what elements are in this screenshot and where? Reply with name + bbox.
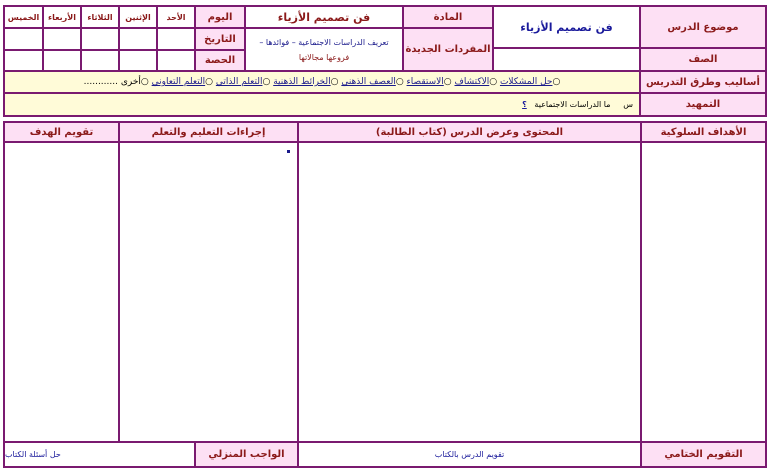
content-column <box>298 142 641 442</box>
objectives-column <box>641 142 766 442</box>
day-grid-cell <box>81 28 119 50</box>
method-discovery: الاكتشاف <box>454 77 490 87</box>
day-tuesday: الثلاثاء <box>81 6 119 28</box>
method-other: أخرى ............ <box>83 77 141 87</box>
intro-label: التمهيد <box>640 93 766 116</box>
col-header-evaluation: تقويم الهدف <box>4 122 119 142</box>
subject-value: فن تصميم الأزياء <box>245 6 403 28</box>
vocab-line-2: فروعها مجالاتها <box>298 52 350 62</box>
day-sunday: الأحد <box>157 6 195 28</box>
methods-items: ○حل المشكلات ○الاكتشاف ○الاستقصاء ○العصف الذهني ○الخرائط الذهنية ○التعلم الذاتي ○التعلم التعاوني ○أخرى ............ <box>83 77 561 87</box>
period-label: الحصة <box>195 50 245 71</box>
day-grid-cell <box>119 28 157 50</box>
method-self-learning: التعلم الذاتي <box>215 77 263 87</box>
day-grid-cell <box>157 28 195 50</box>
day-grid-cell <box>4 50 43 71</box>
lesson-topic-value: فن تصميم الأزياء <box>493 6 640 48</box>
subject-label: المادة <box>403 6 493 28</box>
final-eval-value: تقويم الدرس بالكتاب <box>298 442 641 467</box>
col-header-procedures: إجراءات التعليم والتعلم <box>119 122 298 142</box>
lesson-topic-label: موضوع الدرس <box>640 6 766 48</box>
day-grid-cell <box>4 28 43 50</box>
homework-value: حل أسئلة الكتاب <box>4 442 195 467</box>
intro-content <box>4 93 640 116</box>
vocab-value <box>245 28 403 71</box>
procedures-column <box>119 142 298 442</box>
day-grid-cell <box>119 50 157 71</box>
date-label: التاريخ <box>195 28 245 50</box>
final-eval-label: التقويم الختامي <box>641 442 766 467</box>
bullet-marker <box>287 150 290 153</box>
col-header-objectives: الأهداف السلوكية <box>641 122 766 142</box>
methods-list <box>4 71 640 93</box>
intro-question-mark: ؟ <box>522 100 527 109</box>
day-label: اليوم <box>195 6 245 28</box>
day-wednesday: الأربعاء <box>43 6 81 28</box>
method-inquiry: الاستقصاء <box>406 77 444 87</box>
day-grid-cell <box>81 50 119 71</box>
method-problem-solving: حل المشكلات <box>499 77 553 87</box>
method-mind-maps: الخرائط الذهنية <box>273 77 331 87</box>
day-thursday: الخميس <box>4 6 43 28</box>
col-header-content: المحتوى وعرض الدرس (كتاب الطالبة) <box>298 122 641 142</box>
day-grid-cell <box>157 50 195 71</box>
vocab-line-1: تعريف الدراسات الاجتماعية – فوائدها – <box>259 37 389 47</box>
vocab-label: المفردات الجديدة <box>403 28 493 71</box>
day-grid-cell <box>43 28 81 50</box>
day-grid-cell <box>43 50 81 71</box>
intro-question: ما الدراسات الاجتماعية <box>534 100 611 109</box>
evaluation-column <box>4 142 119 442</box>
class-label: الصف <box>640 48 766 71</box>
class-value <box>493 48 640 71</box>
methods-label: أساليب وطرق التدريس <box>640 71 766 93</box>
intro-prefix: س <box>623 100 633 109</box>
homework-label: الواجب المنزلي <box>195 442 298 467</box>
intro-question-line <box>522 100 633 109</box>
day-monday: الإثنين <box>119 6 157 28</box>
method-cooperative: التعلم التعاوني <box>151 77 206 87</box>
method-brainstorm: العصف الذهني <box>341 77 396 87</box>
